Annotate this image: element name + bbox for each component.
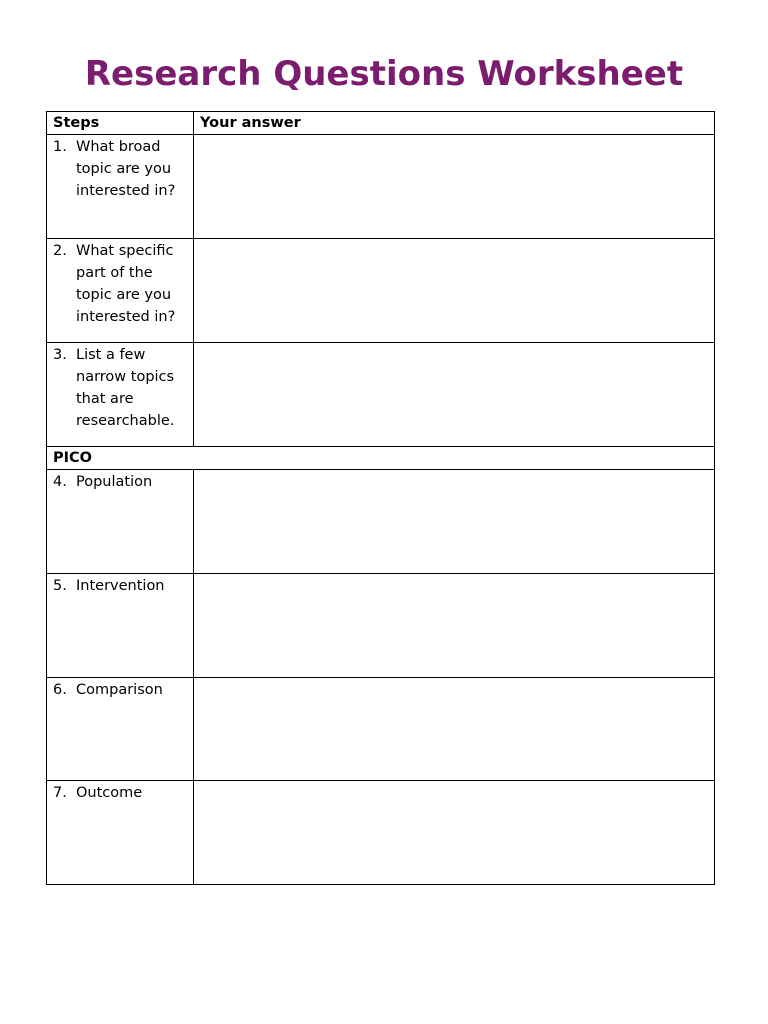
steps-column-header: Steps — [47, 112, 194, 135]
step-text: Intervention — [76, 578, 165, 594]
step-cell — [47, 678, 194, 781]
step-text: What broad topic are you interested in? — [76, 139, 176, 199]
step-cell — [47, 574, 194, 678]
table-row — [47, 574, 715, 678]
table-row — [47, 135, 715, 239]
step-text: List a few narrow topics that are researchable. — [76, 347, 175, 429]
step-number: 3. — [53, 347, 67, 363]
step-cell — [47, 239, 194, 343]
pico-section-heading: PICO — [47, 447, 715, 470]
answer-field-2[interactable] — [194, 239, 715, 343]
step-number: 5. — [53, 578, 67, 594]
answer-field-comparison[interactable] — [194, 678, 715, 781]
table-row — [47, 239, 715, 343]
step-text: Population — [76, 474, 153, 490]
answer-field-intervention[interactable] — [194, 574, 715, 678]
table-row — [47, 781, 715, 885]
step-cell — [47, 781, 194, 885]
answer-column-header: Your answer — [194, 112, 715, 135]
table-header-row — [47, 112, 715, 135]
step-number: 2. — [53, 243, 67, 259]
step-number: 6. — [53, 682, 67, 698]
page-title: Research Questions Worksheet — [84, 54, 684, 94]
table-row — [47, 470, 715, 574]
pico-section-row — [47, 447, 715, 470]
step-cell — [47, 135, 194, 239]
step-number: 7. — [53, 785, 67, 801]
step-text: Outcome — [76, 785, 143, 801]
step-number: 1. — [53, 139, 67, 155]
worksheet-table — [46, 111, 715, 885]
step-text: What specific part of the topic are you interested in? — [76, 243, 176, 325]
step-cell — [47, 343, 194, 447]
answer-field-outcome[interactable] — [194, 781, 715, 885]
table-row — [47, 343, 715, 447]
step-number: 4. — [53, 474, 67, 490]
step-cell — [47, 470, 194, 574]
table-row — [47, 678, 715, 781]
answer-field-population[interactable] — [194, 470, 715, 574]
answer-field-3[interactable] — [194, 343, 715, 447]
step-text: Comparison — [76, 682, 163, 698]
answer-field-1[interactable] — [194, 135, 715, 239]
